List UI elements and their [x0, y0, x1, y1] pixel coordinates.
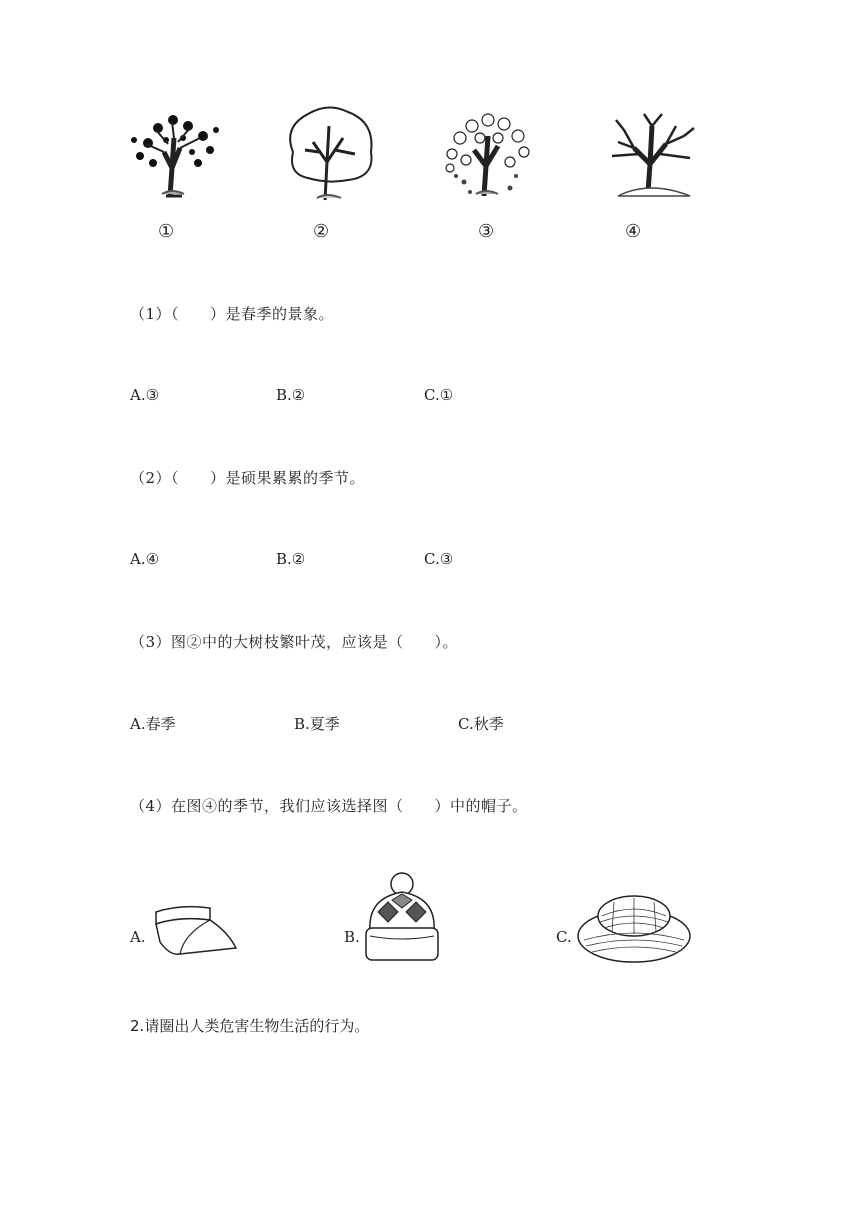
q4-option-b[interactable]: B.: [344, 928, 360, 946]
summer-tree-icon: [283, 102, 378, 202]
q3-option-a[interactable]: A.春季: [130, 715, 176, 733]
q2-option-c[interactable]: C.③: [424, 550, 454, 568]
tree-label-1: ①: [158, 221, 175, 242]
autumn-tree-icon: [440, 108, 535, 200]
tree-label-4: ④: [625, 221, 642, 242]
q3-option-b[interactable]: B.夏季: [294, 715, 340, 733]
q2-option-b[interactable]: B.②: [276, 550, 306, 568]
next-question-number: 2.: [130, 1017, 145, 1035]
q4-option-c[interactable]: C.: [556, 928, 572, 946]
q1-option-a[interactable]: A.③: [130, 386, 160, 404]
q1-option-b[interactable]: B.②: [276, 386, 306, 404]
knit-beanie-icon: [362, 872, 442, 966]
question-2: （2）（ ）是硕果累累的季节。: [130, 469, 366, 487]
q1-option-c[interactable]: C.①: [424, 386, 454, 404]
tree-label-3: ③: [478, 221, 495, 242]
q2-option-a[interactable]: A.④: [130, 550, 160, 568]
question-3: （3）图②中的大树枝繁叶茂，应该是（ ）。: [130, 633, 459, 651]
question-4: （4）在图④的季节，我们应该选择图（ ）中的帽子。: [130, 797, 528, 815]
visor-cap-icon: [150, 900, 240, 962]
next-question-text: 请圈出人类危害生物生活的行为。: [144, 1017, 370, 1035]
winter-tree-icon: [604, 108, 699, 200]
straw-hat-icon: [574, 886, 694, 966]
q4-option-a[interactable]: A.: [130, 928, 146, 946]
question-1: （1）（ ）是春季的景象。: [130, 305, 335, 323]
q3-option-c[interactable]: C.秋季: [458, 715, 504, 733]
tree-label-2: ②: [313, 221, 330, 242]
next-question: [130, 1015, 369, 1036]
spring-tree-icon: [128, 108, 223, 200]
